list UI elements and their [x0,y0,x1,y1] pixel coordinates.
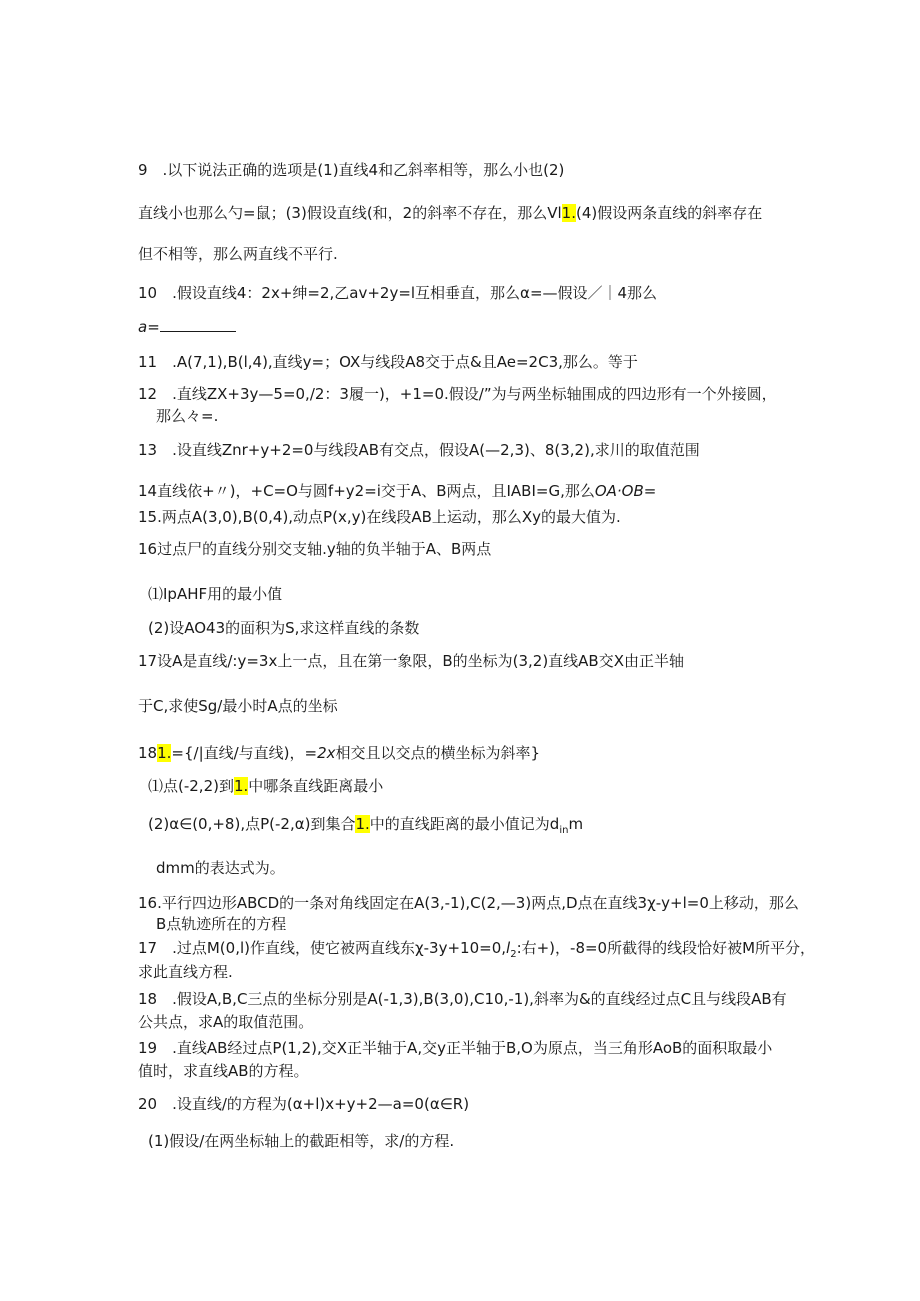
question-18-part-1 [148,776,383,796]
subscript: 2 [510,949,517,960]
question-12-line-2: 那么々=. [156,407,219,425]
text-segment: 18 [138,744,158,762]
text-segment: OA·OB= [594,482,657,500]
answer-blank [160,317,236,332]
text-segment: a= [138,318,160,336]
question-20-line: 20 .设直线/的方程为(α+l)x+y+2—a=0(α∈R) [138,1095,470,1113]
text-segment: l [506,939,511,957]
text-segment: :右+)，-8=0所截得的线段恰好被M所平分， [516,939,816,957]
question-18-line [138,743,540,763]
question-19-line-1: 19 .直线AB经过点P(1,2),交X正半轴于A,交y正半轴于B,O为原点，当三角形AoB的面积取最小 [138,1039,773,1057]
question-9-line-3: 但不相等，那么两直线不平行. [138,245,338,263]
question-19-line-2: 值时，求直线AB的方程。 [138,1062,309,1080]
text-segment: 相交且以交点的横坐标为斜率} [335,744,541,762]
text-segment: 14直线依+〃)，+C=O与圆f+y2=i交于A、B两点，且IABI=G,那么 [138,482,595,500]
question-16-part-2: (2)设AO43的面积为S,求这样直线的条数 [148,619,420,637]
question-16b-line-1: 16.平行四边形ABCD的一条对角线固定在A(3,-1),C(2,—3)两点,D点在直线3χ-y+l=0上移动，那么 [138,894,799,912]
question-16-part-1: ⑴IpAHF用的最小值 [148,585,283,603]
question-10-line-1: 10 .假设直线4：2x+绅=2,乙av+2y=l互相垂直，那么α=—假设／｜4那么 [138,284,658,302]
question-15-line: 15.两点A(3,0),B(0,4),动点P(x,y)在线段AB上运动，那么Xy的最大值为. [138,508,621,526]
question-18b-line-2: 公共点，求A的取值范围。 [138,1013,314,1031]
question-9-line-2 [138,203,762,223]
text-segment: m [568,815,584,833]
question-20-part-1: (1)假设/在两坐标轴上的截距相等，求/的方程. [148,1132,455,1150]
question-18-part-2 [148,814,583,841]
text-segment: ={/|直线/与直线)，= [171,744,318,762]
question-16b-line-2: B点轨迹所在的方程 [156,915,287,933]
question-16-line: 16过点尸的直线分别交支轴.y轴的负半轴于A、B两点 [138,540,492,558]
text-segment: (4)假设两条直线的斜率存在 [575,204,763,222]
question-17b-line-1 [138,938,815,965]
question-17-line-2: 于C,求使Sg/最小时A点的坐标 [138,697,338,715]
text-segment: 中的直线距离的最小值记为d [369,815,560,833]
text-segment: ⑴点(-2,2)到 [148,777,234,795]
question-11-line: 11 .A(7,1),B(l,4),直线y=；OX与线段A8交于点&且Ae=2C3,那么。等于 [138,353,638,371]
question-17b-line-2: 求此直线方程. [138,963,233,981]
highlight-mark: 1. [157,744,172,762]
question-14-line [138,481,656,501]
highlight-mark: 1. [233,777,249,795]
text-segment: (2)α∈(0,+8),点P(-2,α)到集合 [148,815,356,833]
highlight-mark: 1. [561,204,576,222]
text-segment: 中哪条直线距离最小 [248,777,384,795]
question-18b-line-1: 18 .假设A,B,C三点的坐标分别是A(-1,3),B(3,0),C10,-1),斜率为&的直线经过点C且与线段AB有 [138,990,787,1008]
text-segment: 2x [317,744,336,762]
question-10-line-2 [138,317,236,337]
question-13-line: 13 .设直线Znr+y+2=0与线段AB有交点，假设A(—2,3)、8(3,2),求川的取值范围 [138,441,700,459]
text-segment: 直线小也那么勺=鼠；(3)假设直线(和，2的斜率不存在，那么Vl [138,204,562,222]
question-12-line-1: 12 .直线ZX+3y—5=0,/2：3履一)，+1=0.假设/”为与两坐标轴围成的四边形有一个外接圆， [138,385,777,403]
text-segment: 17 .过点M(0,l)作直线，使它被两直线东χ-3y+10=0, [138,939,507,957]
question-17-line-1: 17设A是直线/:y=3x上一点，且在第一象限，B的坐标为(3,2)直线AB交X由正半轴 [138,652,685,670]
highlight-mark: 1. [355,815,370,833]
question-18-answer: dmm的表达式为。 [156,859,285,877]
subscript: in [559,825,569,836]
question-9-line-1: 9 .以下说法正确的选项是(1)直线4和乙斜率相等，那么小也(2) [138,161,565,179]
